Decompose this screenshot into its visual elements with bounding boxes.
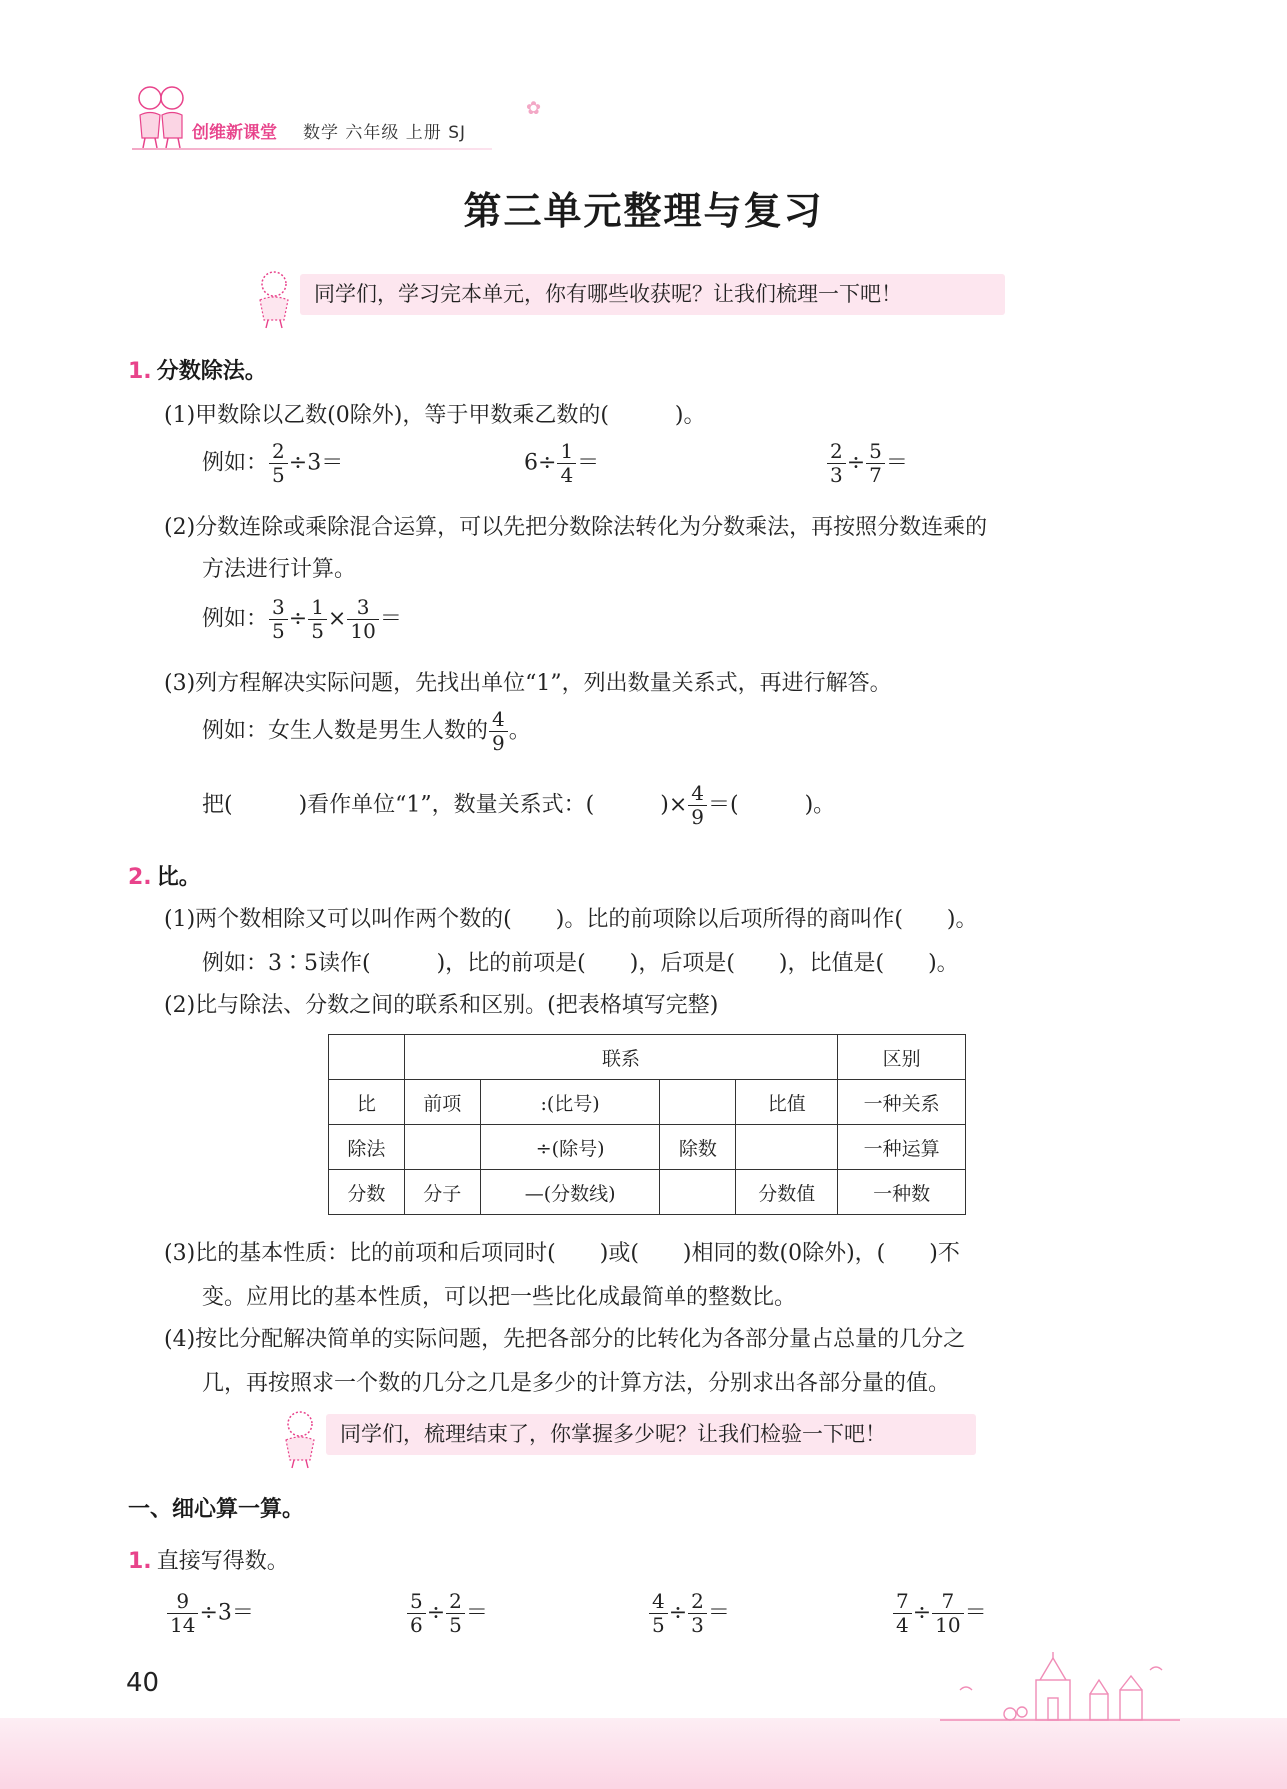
s2-p4-line1: (4)按比分配解决简单的实际问题，先把各部分的比转化为各部分量占总量的几分之 — [164, 1327, 966, 1352]
header-subject: 数学 六年级 上册 SJ — [303, 123, 467, 143]
page-title: 第三单元整理与复习 — [463, 189, 824, 233]
table-header-qubie: 区别 — [838, 1035, 966, 1080]
mascot-girl-icon — [250, 268, 298, 334]
header-logo-kids — [130, 80, 192, 154]
s2-p4-line2: 几，再按照求一个数的几分之几是多少的计算方法，分别求出各部分量的值。 — [202, 1371, 951, 1396]
calc-item-2: $\frac{5}{6}$ ÷ $\frac{2}{5}$ ＝ — [406, 1590, 488, 1637]
s2-p3-line2: 变。应用比的基本性质，可以把一些比化成最简单的整数比。 — [202, 1285, 797, 1310]
fraction: $\frac{9}{14}$ — [167, 1590, 198, 1637]
fraction: $\frac{4}{9}$ — [489, 708, 508, 755]
question-1-heading: 1. 直接写得数。 — [128, 1549, 289, 1574]
s1-p2-line1: (2)分数连除或乘除混合运算，可以先把分数除法转化为分数乘法，再按照分数连乘的 — [164, 515, 988, 540]
table-cell: 一种运算 — [838, 1125, 966, 1170]
table-cell: :(比号) — [480, 1080, 660, 1125]
table-cell: 比值 — [736, 1080, 838, 1125]
fraction: $\frac{1}{4}$ — [557, 440, 576, 487]
table-header-lianxi: 联系 — [404, 1035, 837, 1080]
table-cell: 分数值 — [736, 1170, 838, 1215]
table-cell: ÷(除号) — [480, 1125, 660, 1170]
speech-bubble-bottom: 同学们，梳理结束了，你掌握多少呢？让我们检验一下吧！ — [326, 1414, 976, 1455]
table-cell-blank[interactable] — [736, 1125, 838, 1170]
calc-item-1: $\frac{9}{14}$ ÷3＝ — [166, 1590, 254, 1637]
s2-p1-example: 例如：3∶5读作( )，比的前项是( )，后项是( )，比值是( )。 — [202, 951, 959, 976]
s1-p1-example-3: $\frac{2}{3}$ ÷ $\frac{5}{7}$ ＝ — [826, 440, 908, 487]
table-cell: 除数 — [660, 1125, 736, 1170]
fraction: $\frac{2}{5}$ — [269, 440, 288, 487]
table-cell: 分子 — [404, 1170, 480, 1215]
page-number: 40 — [126, 1668, 160, 1698]
table-cell-blank[interactable] — [660, 1080, 736, 1125]
fraction: $\frac{3}{5}$ — [269, 596, 288, 643]
table-cell: 比 — [329, 1080, 405, 1125]
fraction: $\frac{7}{4}$ — [893, 1590, 912, 1637]
fraction: $\frac{3}{10}$ — [347, 596, 378, 643]
speech-bubble-top: 同学们，学习完本单元，你有哪些收获呢？让我们梳理一下吧！ — [300, 274, 1005, 315]
fraction: $\frac{2}{3}$ — [688, 1590, 707, 1637]
footer-band — [0, 1718, 1287, 1789]
section-2-heading: 2. 比。 — [128, 865, 201, 890]
table-cell: 分数 — [329, 1170, 405, 1215]
calc-item-4: $\frac{7}{4}$ ÷ $\frac{7}{10}$ ＝ — [892, 1590, 987, 1637]
calc-item-3: $\frac{4}{5}$ ÷ $\frac{2}{3}$ ＝ — [648, 1590, 730, 1637]
s1-p1: (1)甲数除以乙数(0除外)，等于甲数乘乙数的( )。 — [164, 403, 706, 428]
butterfly-icon: ✿ — [526, 98, 542, 119]
table-row — [329, 1170, 966, 1215]
s2-p2: (2)比与除法、分数之间的联系和区别。(把表格填写完整) — [164, 993, 719, 1018]
s2-p3-line1: (3)比的基本性质：比的前项和后项同时( )或( )相同的数(0除外)，( )不 — [164, 1241, 960, 1266]
table-row — [329, 1080, 966, 1125]
mascot-girl-icon — [276, 1408, 324, 1474]
s1-p1-example-1: 例如： $\frac{2}{5}$ ÷3＝ — [202, 439, 344, 487]
fraction: $\frac{1}{5}$ — [308, 596, 327, 643]
fraction: $\frac{7}{10}$ — [932, 1590, 963, 1637]
fraction: $\frac{5}{7}$ — [866, 440, 885, 487]
part-1-heading: 一、细心算一算。 — [128, 1497, 305, 1522]
castle-illustration-icon — [940, 1650, 1180, 1726]
table-cell — [329, 1035, 405, 1080]
fraction: $\frac{2}{3}$ — [827, 440, 846, 487]
table-cell-blank[interactable] — [660, 1170, 736, 1215]
table-cell: 除法 — [329, 1125, 405, 1170]
section-1-heading: 1. 分数除法。 — [128, 359, 267, 384]
fraction: $\frac{4}{5}$ — [649, 1590, 668, 1637]
s1-p2-example: 例如： $\frac{3}{5}$ ÷ $\frac{1}{5}$ × $\frac{3}{10}$ ＝ — [202, 595, 402, 643]
s1-p3-example: 例如：女生人数是男生人数的 $\frac{4}{9}$ 。 — [202, 707, 531, 755]
fraction: $\frac{5}{6}$ — [407, 1590, 426, 1637]
table-row — [329, 1125, 966, 1170]
fraction: $\frac{2}{5}$ — [446, 1590, 465, 1637]
s2-p1: (1)两个数相除又可以叫作两个数的( )。比的前项除以后项所得的商叫作( )。 — [164, 907, 978, 932]
table-cell-blank[interactable] — [404, 1125, 480, 1170]
s1-p3: (3)列方程解决实际问题，先找出单位“1”，列出数量关系式，再进行解答。 — [164, 671, 892, 696]
header-divider — [132, 148, 492, 150]
table-cell: 一种关系 — [838, 1080, 966, 1125]
header-brand: 创维新课堂 — [192, 123, 277, 143]
table-cell: 前项 — [404, 1080, 480, 1125]
comparison-table — [328, 1034, 966, 1215]
s1-p3-relation: 把( )看作单位“1”，数量关系式：( )× $\frac{4}{9}$ ＝( )。 — [202, 781, 836, 829]
table-row — [329, 1035, 966, 1080]
fraction: $\frac{4}{9}$ — [688, 782, 707, 829]
s1-p1-example-2: 6÷ $\frac{1}{4}$ ＝ — [524, 439, 600, 487]
s1-p2-line2: 方法进行计算。 — [202, 557, 357, 582]
table-cell: —(分数线) — [480, 1170, 660, 1215]
table-cell: 一种数 — [838, 1170, 966, 1215]
